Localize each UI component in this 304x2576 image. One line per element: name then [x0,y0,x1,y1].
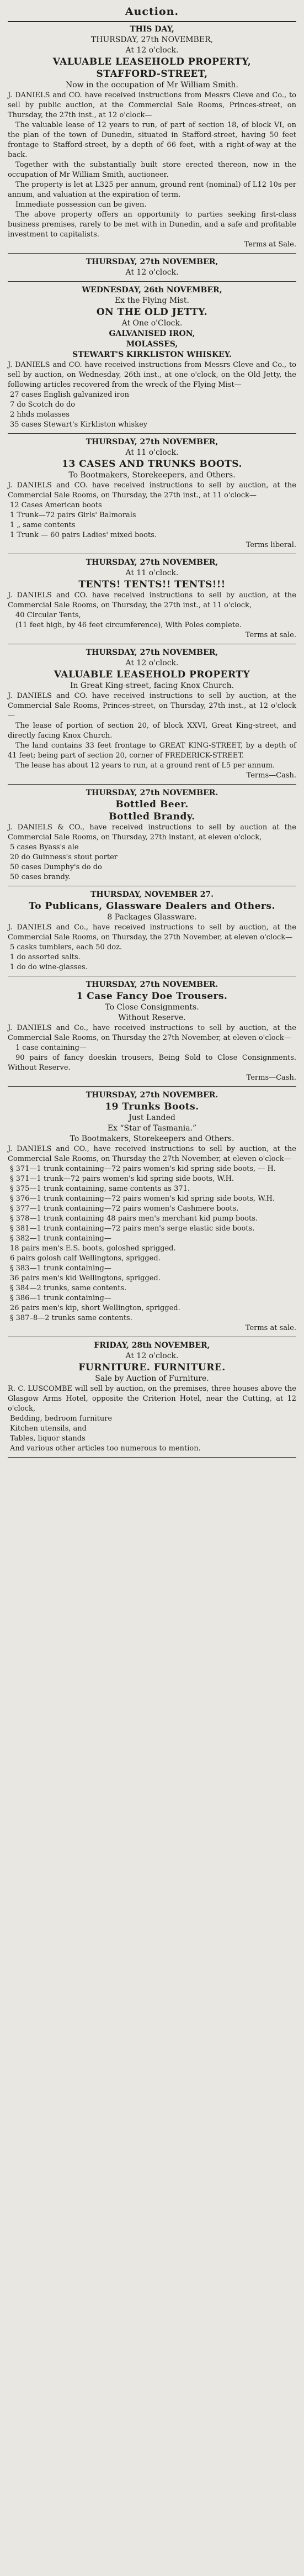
sale-title: To Publicans, Glassware Dealers and Others. [29,901,275,912]
lot-item: 50 cases brandy. [10,873,71,881]
lot-item: And various other articles too numerous to mention. [10,1444,201,1453]
sale-paragraph: The above property offers an opportunity to parties seeking first-class business premises, rarely to be met with in Dunedin, and a safe and profitable investment to capitalists. [8,211,296,239]
sale-paragraph: J. DANIELS and CO. have received instructions to sell by auction, at the Commercial Sale Rooms, Princes-street, on Thursday, 27th inst., at 12 o'clock— [8,692,296,720]
sale-paragraph: Together with the substantially built store erected thereon, now in the occupation of Mr William Smith, auctioneer. [8,161,296,179]
auction-ad [8,257,296,278]
auction-ads [8,24,296,1458]
sale-paragraph: The property is let at L325 per annum, ground rent (nominal) of L12 10s per annum, and valuation at the expiration of term. [8,181,296,199]
auction-ad [8,285,296,430]
sale-date: At 12 o'clock. [125,1352,179,1360]
sale-paragraph: J. DANIELS and CO. have received instructions to sell by auction, at the Commercial Sale Rooms, on Thursday, the 27th inst., at 11 o'clock, [8,591,296,609]
sale-paragraph: J. DANIELS & CO., have received instructions to sell by auction at the Commercial Sale Rooms, on Thursday, 27th instant, at eleven o'clock, [8,823,296,842]
lot-item: § 383—1 trunk containing— [10,1264,111,1273]
sale-date: At 11 o'clock. [125,569,179,577]
sale-title: 19 Trunks Boots. [105,1101,199,1112]
lot-item: 7 do Scotch do do [10,401,76,409]
sale-paragraph: 90 pairs of fancy doeskin trousers, Being Sold to Close Consignments. Without Reserve. [8,1054,296,1072]
lot-item: 27 cases English galvanized iron [10,391,129,399]
lot-item: 2 hhds molasses [10,411,70,419]
lot-item: § 386—1 trunk containing— [10,1294,111,1302]
sale-date: FRIDAY, 28th NOVEMBER, [94,1341,210,1350]
lot-item: § 376—1 trunk containing—72 pairs women's kid spring side boots, W.H. [10,1195,275,1203]
sale-terms: Terms at sale. [245,631,296,639]
sale-paragraph: Immediate possession can be given. [15,201,147,209]
lot-item: Tables, liquor stands [10,1434,86,1443]
sale-paragraph: The lease of portion of section 20, of block XXVI, Great King-street, and directly facing Knox Church. [8,722,296,740]
sale-subtitle: Sale by Auction of Furniture. [95,1374,209,1383]
sale-paragraph: 40 Circular Tents, [15,611,81,619]
auction-ad [8,558,296,640]
sale-title: 1 Case Fancy Doe Trousers. [76,991,228,1002]
sale-title: FURNITURE. FURNITURE. [78,1362,226,1373]
sale-title: STAFFORD-STREET, [96,69,208,80]
sale-paragraph: J. DANIELS and CO. have received instructions to sell by auction, at the Commercial Sale Rooms, on Thursday, the 27th inst., at 11 o'clock— [8,481,296,500]
ad-divider [8,1086,296,1087]
sale-title: TENTS! TENTS!! TENTS!!! [78,579,226,590]
sale-paragraph: J. DANIELS and CO. have received instructions from Messrs Cleve and Co., to sell by auction, on Wednesday, 26th inst., at one o'clock, on the Old Jetty, the following articles recovered from the wreck of the Flying Mist— [8,361,296,389]
lot-item: 5 cases Byass's ale [10,843,79,851]
lot-item: 20 do Guinness's stout porter [10,853,118,861]
sale-subtitle: To Close Consignments. [105,1003,199,1012]
sale-title: Bottled Brandy. [109,811,195,822]
ad-divider [8,1457,296,1458]
lot-item: 1 Trunk — 60 pairs Ladies' mixed boots. [10,531,157,539]
sale-date: Ex the Flying Mist. [114,296,190,305]
sale-paragraph: 1 case containing— [15,1044,87,1052]
lot-item: 1 do assorted salts. [10,953,81,961]
column-heading: Auction. [125,6,179,18]
sale-title: VALUABLE LEASEHOLD PROPERTY [54,669,250,680]
sale-paragraph: (11 feet high, by 46 feet circumference), With Poles complete. [15,621,242,629]
sale-date: At 11 o'clock. [125,448,179,457]
sale-goods: STEWART'S KIRKLISTON WHISKEY. [72,350,232,359]
lot-item: § 377—1 trunk containing—72 pairs women's Cashmere boots. [10,1205,239,1213]
auction-ad [8,788,296,882]
lot-item: § 378—1 trunk containing 48 pairs men's merchant kid pump boots. [10,1215,258,1223]
ad-divider [8,253,296,254]
sale-date: WEDNESDAY, 26th NOVEMBER, [82,286,222,295]
sale-date: THURSDAY, 27th NOVEMBER, [86,257,218,266]
lot-item: § 384—2 trunks, same contents. [10,1284,127,1292]
sale-date: THURSDAY, 27th NOVEMBER. [86,788,218,797]
lot-item: 1 do do wine-glasses. [10,963,88,971]
sale-subtitle: Without Reserve. [118,1013,186,1022]
auction-ad [8,24,296,250]
auction-ad [8,1340,296,1454]
sale-subtitle: Now in the occupation of Mr William Smith. [66,81,238,90]
sale-date: THURSDAY, 27th NOVEMBER, [90,35,214,44]
sale-date: THURSDAY, 27th NOVEMBER, [86,558,218,567]
lot-item: 6 pairs golosh calf Wellingtons, sprigged. [10,1254,161,1263]
lot-item: 18 pairs men's E.S. boots, goloshed sprigged. [10,1244,176,1253]
sale-date: THURSDAY, 27th NOVEMBER. [86,1091,218,1100]
sale-paragraph: The land contains 33 feet frontage to GREAT KING-STREET, by a depth of 41 feet; being part of section 20, corner of FREDERICK-STREET. [8,742,296,760]
sale-subtitle: To Bootmakers, Storekeepers and Others. [70,1134,234,1143]
sale-date: THURSDAY, 27th NOVEMBER, [86,438,218,446]
lot-item: § 381—1 trunk containing—72 pairs men's serge elastic side boots. [10,1224,255,1233]
sale-subtitle: To Bootmakers, Storekeepers, and Others. [68,471,236,480]
sale-goods: GALVANISED IRON, [109,329,195,338]
lot-item: § 375—1 trunk containing, same contents as 371. [10,1185,190,1193]
sale-terms: Terms—Cash. [246,771,296,780]
lot-item: 12 Cases American boots [10,501,102,509]
ad-divider [8,433,296,434]
sale-date: At 12 o'clock. [125,268,179,277]
auction-ad [8,648,296,781]
sale-subtitle: 8 Packages Glassware. [107,913,197,922]
auction-ad [8,1090,296,1333]
sale-title: Bottled Beer. [115,799,189,810]
auction-ad [8,437,296,550]
sale-paragraph: J. DANIELS and Co., have received instructions to sell by auction, at the Commercial Sale Rooms, on Thursday the 27th November, at eleven o'clock— [8,1024,296,1042]
sale-paragraph: J. DANIELS and CO. have received instructions from Messrs Cleve and Co., to sell by public auction, at the Commercial Sale Rooms, Princes-street, on Thursday, the 27th inst., at 12 o'clock— [8,91,296,119]
sale-terms: Terms at Sale. [244,240,296,249]
lot-item: 5 casks tumblers, each 50 doz. [10,943,122,951]
sale-terms: Terms at sale. [245,1324,296,1332]
sale-paragraph: J. DANIELS and Co., have received instructions to sell by auction, at the Commercial Sale Rooms, on Thursday, the 27th November, at eleven o'clock— [8,923,296,942]
sale-terms: Terms—Cash. [246,1074,296,1082]
lot-item: 1 „ same contents [10,521,76,529]
sale-date: At 12 o'clock. [125,46,179,55]
ad-divider [8,281,296,282]
auction-ad [8,890,296,972]
lot-item: 35 cases Stewart's Kirkliston whiskey [10,420,148,429]
sale-paragraph: The lease has about 12 years to run, at a ground rent of L5 per annum. [15,761,275,770]
sale-date: THIS DAY, [130,25,174,34]
lot-item: Kitchen utensils, and [10,1424,87,1433]
sale-terms: Terms liberal. [246,541,296,549]
lot-item: 26 pairs men's kip, short Wellington, sprigged. [10,1304,180,1312]
lot-item: 50 cases Dumphy's do do [10,863,102,871]
ad-divider [8,784,296,785]
sale-date: At 12 o'clock. [125,659,179,667]
sale-paragraph: J. DANIELS and CO., have received instructions to sell by auction, at the Commercial Sale Rooms, on Thursday the 27th November, at eleven o'clock— [8,1145,296,1163]
sale-subtitle: In Great King-street, facing Knox Church. [70,681,234,690]
lot-item: Bedding, bedroom furniture [10,1415,113,1423]
sale-subtitle: Ex “Star of Tasmania.” [107,1124,197,1133]
sale-date: THURSDAY, NOVEMBER 27. [90,890,214,899]
lot-item: § 382—1 trunk containing— [10,1234,111,1243]
sale-subtitle: Just Landed [129,1113,175,1122]
lot-item: 1 Trunk—72 pairs Girls' Balmorals [10,511,136,519]
sale-title: 13 CASES AND TRUNKS BOOTS. [62,459,242,470]
sale-date: THURSDAY, 27th NOVEMBER, [86,648,218,657]
heading-rule [8,21,296,22]
sale-title: VALUABLE LEASEHOLD PROPERTY, [52,56,252,67]
lot-item: 36 pairs men's kid Wellingtons, sprigged. [10,1274,161,1282]
auction-ad [8,980,296,1083]
sale-paragraph: The valuable lease of 12 years to run, of part of section 18, of block VI, on the plan of the town of Dunedin, situated in Stafford-street, having 50 feet frontage to Stafford-street, by a depth of 66 feet, with a right-of-way at the back. [8,121,296,159]
sale-title: ON THE OLD JETTY. [96,307,208,318]
sale-date: THURSDAY, 27th NOVEMBER. [86,980,218,989]
lot-item: § 371—1 trunk containing—72 pairs women's kid spring side boots, — H. [10,1165,276,1173]
lot-item: § 387–8—2 trunks same contents. [10,1314,132,1322]
lot-item: § 371—1 trunk—72 pairs women's kid spring side boots, W.H. [10,1175,234,1183]
sale-paragraph: R. C. LUSCOMBE will sell by auction, on the premises, three houses above the Glasgow Arms Hotel, opposite the Criterion Hotel, near the Cutting, at 12 o'clock, [8,1385,296,1413]
sale-subtitle: At One o'Clock. [121,319,183,328]
sale-goods: MOLASSES, [126,340,178,349]
